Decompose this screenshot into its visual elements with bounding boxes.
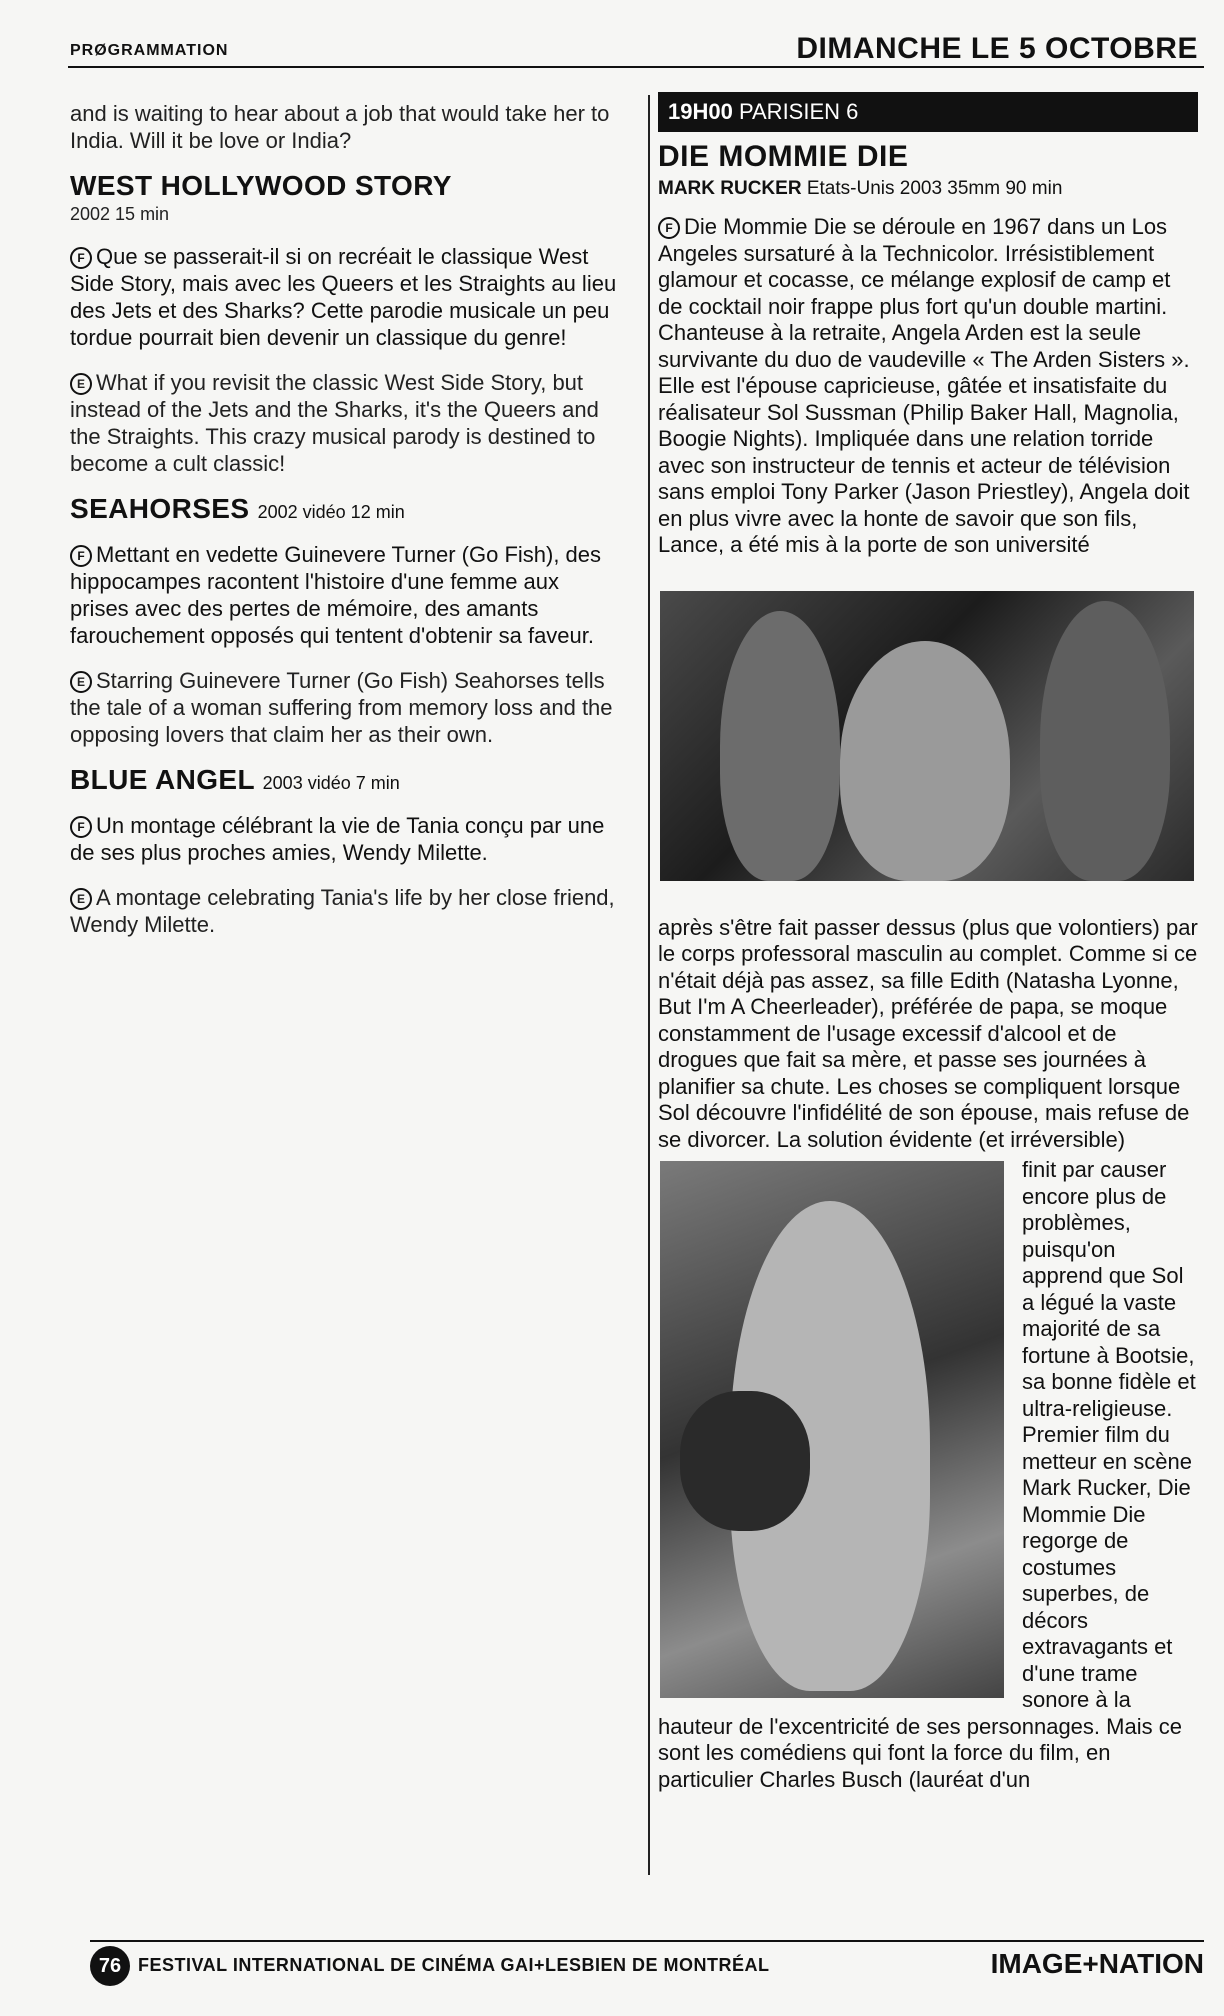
screening-venue: PARISIEN 6 bbox=[738, 99, 859, 124]
right-column bbox=[658, 92, 1198, 1793]
english-description: E A montage celebrating Tania's life by her close friend, Wendy Milette. bbox=[70, 885, 615, 937]
screening-time-bar bbox=[658, 92, 1198, 132]
flower-bouquet bbox=[680, 1391, 810, 1531]
photo-text-wrap bbox=[658, 1157, 1198, 1714]
director-name: MARK RUCKER bbox=[658, 178, 802, 199]
synopsis-paragraph: F Die Mommie Die se déroule en 1967 dans un Los Angeles sursaturé à la Technicolor. Irrésistiblement glamour et cocasse, ce mélange explosif de camp et de cocktail noir frappe plus fort qu'un double martini. Chanteuse à la retraite, Angela Arden est la seule survivante du duo de vaudeville « The Arden Sisters ». Elle est l'épouse capricieuse, gâtée et insatisfaite du réalisateur Sol Sussman (Philip Baker Hall, Magnolia, Boogie Nights). Impliquée dans une relation torride avec son instructeur de tennis et acteur de télévision sans emploi Tony Parker (Jason Priestley), Angela doit en plus vivre avec la honte de savoir que son fils, Lance, a été mis à la porte de son université bbox=[658, 214, 1190, 557]
festival-name: FESTIVAL INTERNATIONAL DE CINÉMA GAI+LESBIEN DE MONTRÉAL bbox=[138, 1955, 770, 1975]
section-label: PRØGRAMMATION bbox=[70, 42, 229, 59]
synopsis-paragraph: hauteur de l'excentricité de ses personnages. Mais ce sont les comédiens qui font la force du film, en particulier Charles Busch (lauréat d'un bbox=[658, 1713, 1182, 1792]
french-description: F Que se passerait-il si on recréait le classique West Side Story, mais avec les Queers et les Straights au lieu des Jets et des Sharks? Cette parodie musicale un peu tordue pourrait bien devenir un classique du genre! bbox=[70, 244, 617, 350]
film-title: SEAHORSES 2002 vidéo 12 min bbox=[70, 493, 405, 524]
director-line bbox=[658, 178, 1198, 200]
english-language-icon: E bbox=[70, 373, 92, 395]
feature-meta: Etats-Unis 2003 35mm 90 min bbox=[806, 178, 1063, 199]
film-meta: 2002 15 min bbox=[70, 204, 170, 224]
film-meta: 2002 vidéo 12 min bbox=[257, 502, 405, 522]
column-divider bbox=[648, 95, 650, 1875]
english-language-icon: E bbox=[70, 888, 92, 910]
french-language-icon: F bbox=[658, 217, 680, 239]
film-still-photo bbox=[660, 591, 1194, 881]
synopsis-paragraph: après s'être fait passer dessus (plus que volontiers) par le corps professoral masculin au complet. Comme si ce n'était déjà pas assez, sa fille Edith (Natasha Lyonne, But I'm A Cheerleader), préférée de papa, se moque constamment de l'usage excessif d'alcool et de drogues que fait sa mère, et passe ses journées à planifier sa chute. Les choses se compliquent lorsque Sol découvre l'infidélité de son épouse, mais refuse de se divorcer. La solution évidente (et irréversible) bbox=[658, 914, 1198, 1152]
photo-figure-right bbox=[1040, 601, 1170, 881]
french-language-icon: F bbox=[70, 545, 92, 567]
synopsis-paragraph: finit par causer encore plus de problèmes, puisqu'on apprend que Sol a légué la vaste majorité de sa fortune à Bootsie, sa bonne fidèle et ultra-religieuse. Premier film du metteur en scène Mark Rucker, Die Mommie Die regorge de costumes superbes, de décors extravagants et d'une trame sonore à la bbox=[1022, 1157, 1196, 1712]
film-entry bbox=[70, 493, 622, 748]
french-language-icon: F bbox=[70, 247, 92, 269]
left-column bbox=[70, 100, 622, 954]
english-language-icon: E bbox=[70, 671, 92, 693]
french-description: F Mettant en vedette Guinevere Turner (Go Fish), des hippocampes racontent l'histoire d'une femme aux prises avec des pertes de mémoire, des amants farouchement opposés qui tentent d'obtenir sa faveur. bbox=[70, 542, 602, 648]
header-divider bbox=[68, 66, 1204, 68]
feature-title: DIE MOMMIE DIE bbox=[658, 140, 909, 173]
footer-divider bbox=[90, 1940, 1204, 1942]
film-title: BLUE ANGEL 2003 vidéo 7 min bbox=[70, 764, 400, 795]
film-entry bbox=[70, 764, 622, 938]
brand-logo: IMAGE+NATION bbox=[990, 1948, 1204, 1979]
film-entry bbox=[70, 170, 622, 477]
english-description: E What if you revisit the classic West Side Story, but instead of the Jets and the Sharks, it's the Queers and the Straights. This crazy musical parody is destined to become a cult classic! bbox=[70, 370, 599, 476]
screening-time: 19H00 bbox=[668, 99, 733, 124]
film-meta: 2003 vidéo 7 min bbox=[262, 773, 400, 793]
photo-figure-center bbox=[840, 641, 1010, 881]
actor-portrait-photo bbox=[660, 1161, 1004, 1698]
intro-text: and is waiting to hear about a job that would take her to India. Will it be love or India? bbox=[70, 101, 610, 153]
film-title: WEST HOLLYWOOD STORY bbox=[70, 170, 452, 201]
page-number: 76 bbox=[90, 1946, 130, 1986]
photo-figure-left bbox=[720, 611, 840, 881]
french-language-icon: F bbox=[70, 816, 92, 838]
page-date: DIMANCHE LE 5 OCTOBRE bbox=[796, 32, 1198, 65]
french-description: F Un montage célébrant la vie de Tania conçu par une de ses plus proches amies, Wendy Milette. bbox=[70, 813, 605, 865]
english-description: E Starring Guinevere Turner (Go Fish) Seahorses tells the tale of a woman suffering from memory loss and the opposing lovers that claim her as their own. bbox=[70, 668, 613, 747]
